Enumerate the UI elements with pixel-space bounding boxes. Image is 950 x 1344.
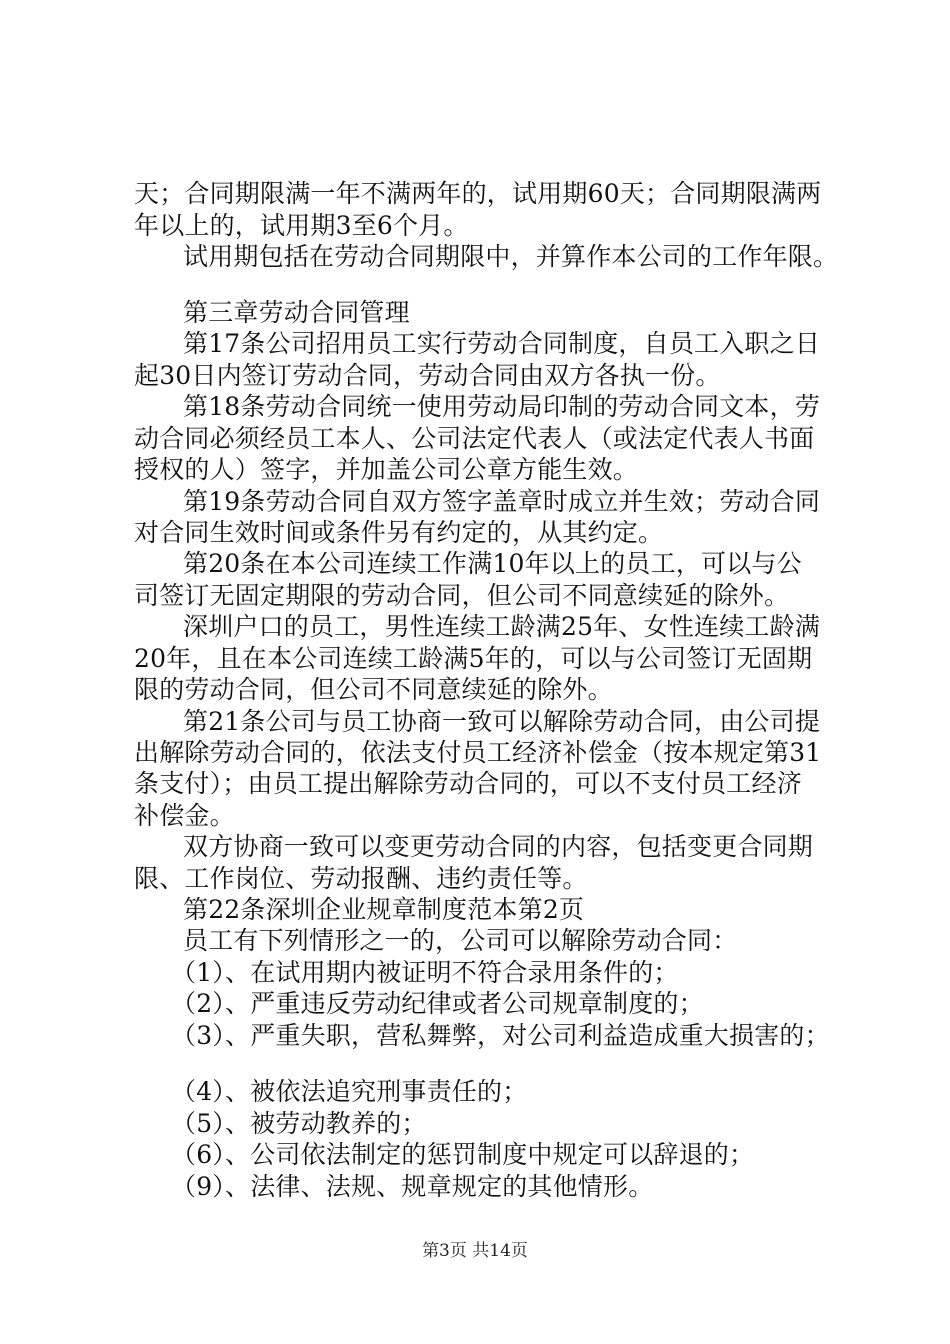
text-line: 条支付）；由员工提出解除劳动合同的，可以不支付员工经济 [134,769,802,798]
text-line: 起30日内签订劳动合同，劳动合同由双方各执一份。 [134,361,721,390]
page-footer: 第3页 共14页 [422,1241,528,1261]
text-line: 员工有下列情形之一的，公司可以解除劳动合同： [183,926,738,955]
text-line: 补偿金。 [134,801,235,830]
text-line: 第19条劳动合同自双方签字盖章时成立并生效；劳动合同 [183,487,821,516]
text-line: 第20条在本公司连续工作满10年以上的员工，可以与公 [183,549,802,578]
list-item: （5）、被劳动教养的； [171,1109,427,1138]
list-item: （1）、在试用期内被证明不符合录用条件的； [171,958,679,987]
text-line: 授权的人）签字，并加盖公司公章方能生效。 [134,455,639,484]
text-line: 第22条深圳企业规章制度范本第2页 [183,895,585,924]
text-line: 动合同必须经员工本人、公司法定代表人（或法定代表人书面 [134,424,815,453]
list-item: （4）、被依法追究刑事责任的； [171,1077,528,1106]
text-line: 限、工作岗位、劳动报酬、违约责任等。 [134,864,588,893]
text-line: 对合同生效时间或条件另有约定的，从其约定。 [134,518,664,547]
text-line: 深圳户口的员工，男性连续工龄满25年、女性连续工龄满 [183,612,821,641]
list-item: （2）、严重违反劳动纪律或者公司规章制度的； [171,989,704,1018]
text-line: 限的劳动合同，但公司不同意续延的除外。 [134,675,613,704]
text-line: 第21条公司与员工协商一致可以解除劳动合同，由公司提 [183,707,821,736]
text-line: 第17条公司招用员工实行劳动合同制度，自员工入职之日 [183,329,821,358]
text-line: 试用期包括在劳动合同期限中，并算作本公司的工作年限。 [183,242,839,271]
text-line: 出解除劳动合同的，依法支付员工经济补偿金（按本规定第31 [134,738,822,767]
text-line: 20年，且在本公司连续工龄满5年的，可以与公司签订无固期 [134,644,813,673]
chapter-heading: 第三章劳动合同管理 [183,298,410,327]
text-line: 双方协商一致可以变更劳动合同的内容，包括变更合同期 [183,832,814,861]
list-item: （9）、法律、法规、规章规定的其他情形。 [171,1172,654,1201]
text-line: 年以上的，试用期3至6个月。 [134,211,469,240]
text-line: 司签订无固定期限的劳动合同，但公司不同意续延的除外。 [134,581,790,610]
text-line: 第18条劳动合同统一使用劳动局印制的劳动合同文本，劳 [183,392,821,421]
list-item: （3）、严重失职，营私舞弊，对公司利益造成重大损害的； [171,1021,830,1050]
list-item: （6）、公司依法制定的惩罚制度中规定可以辞退的； [171,1140,755,1169]
text-line: 天；合同期限满一年不满两年的，试用期60天；合同期限满两 [134,179,822,208]
